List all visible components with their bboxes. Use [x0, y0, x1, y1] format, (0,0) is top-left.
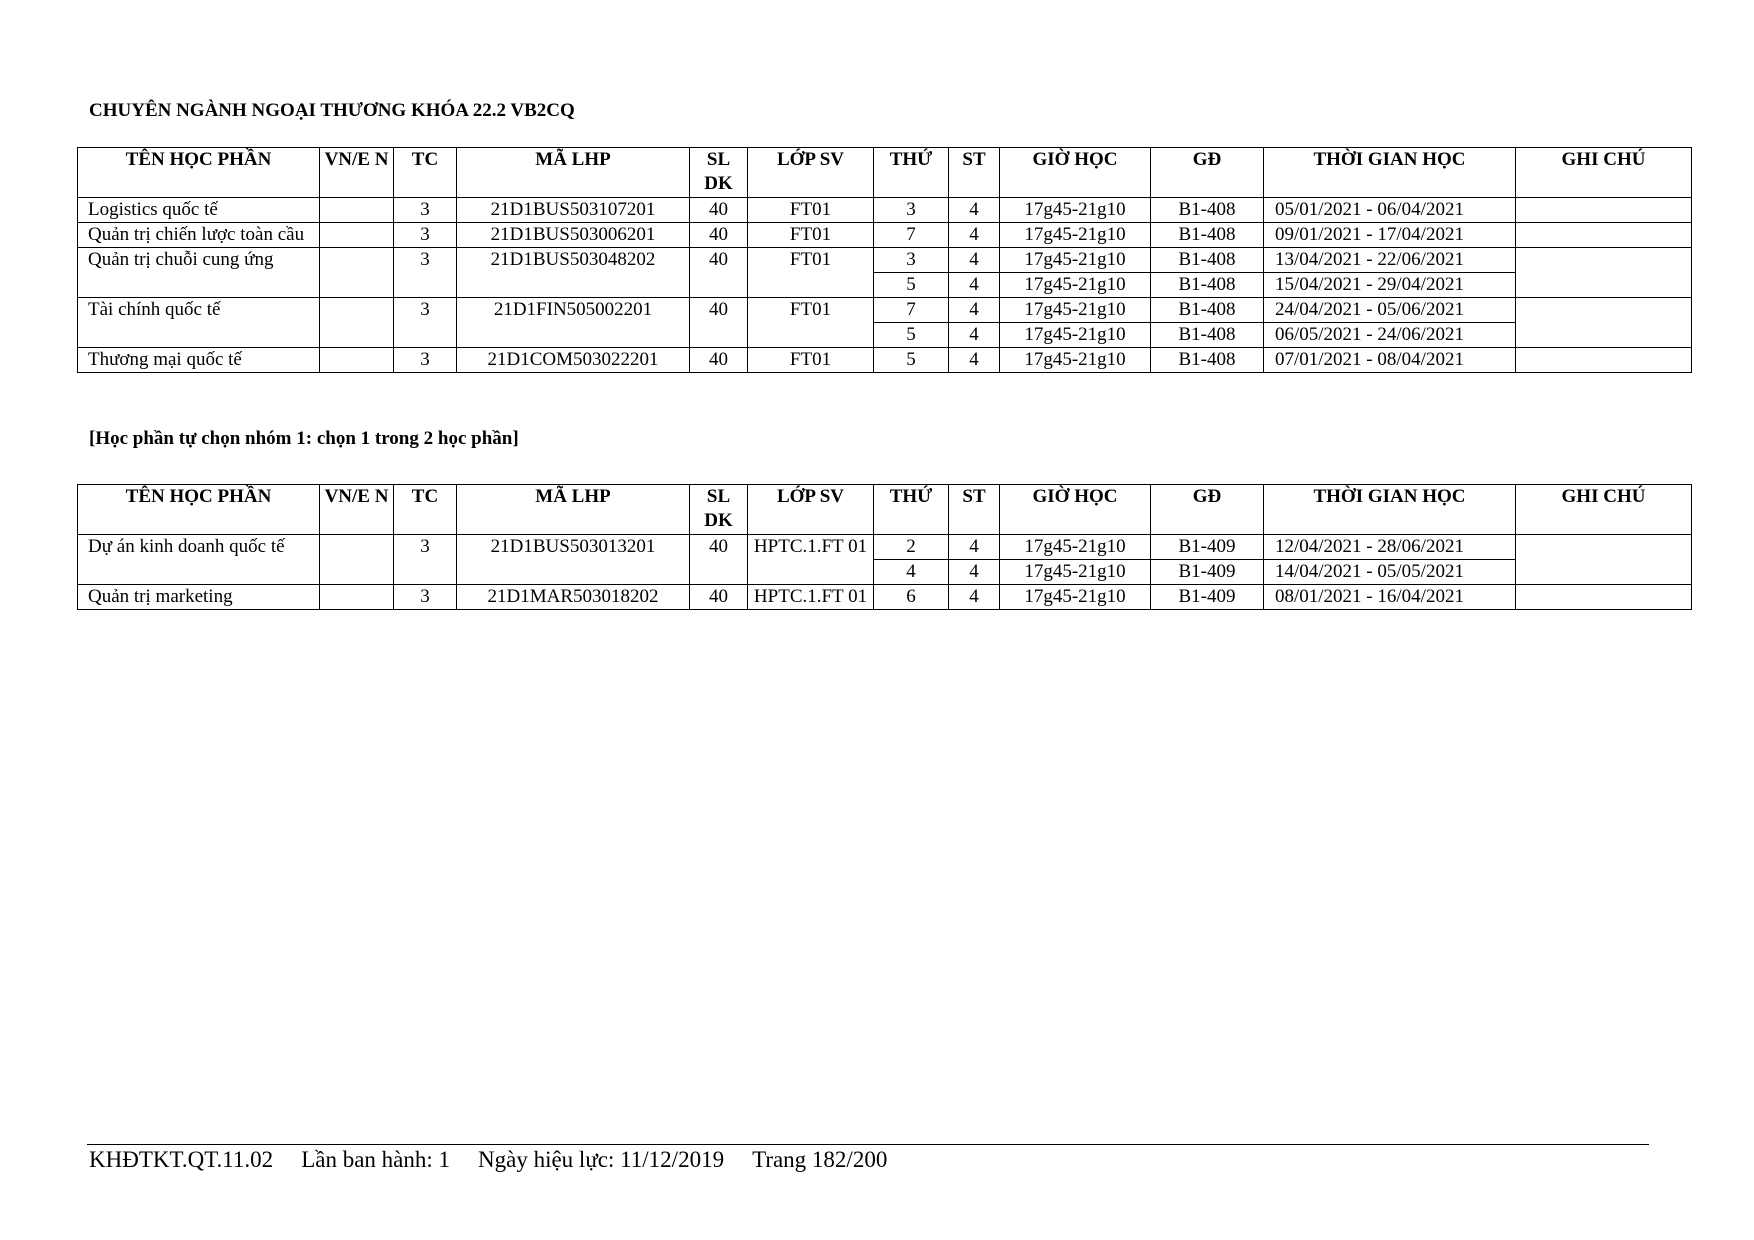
col-header-code: MÃ LHP: [457, 485, 690, 535]
table-row: [78, 535, 1692, 560]
col-header-lang: VN/E N: [320, 485, 394, 535]
hours-cell: 17g45-21g10: [1000, 323, 1151, 348]
course-name-cell: Quản trị chuỗi cung ứng: [78, 248, 320, 298]
weekday-cell: 3: [874, 248, 949, 273]
date-range-cell: 13/04/2021 - 22/06/2021: [1264, 248, 1516, 273]
capacity-cell: 40: [690, 223, 748, 248]
credits-cell: 3: [394, 348, 457, 373]
periods-cell: 4: [949, 560, 1000, 585]
hours-cell: 17g45-21g10: [1000, 560, 1151, 585]
periods-cell: 4: [949, 248, 1000, 273]
student-class-cell: FT01: [748, 248, 874, 298]
hours-cell: 17g45-21g10: [1000, 248, 1151, 273]
date-range-cell: 09/01/2021 - 17/04/2021: [1264, 223, 1516, 248]
room-cell: B1-408: [1151, 223, 1264, 248]
weekday-cell: 7: [874, 298, 949, 323]
weekday-cell: 4: [874, 560, 949, 585]
student-class-cell: HPTC.1.FT 01: [748, 585, 874, 610]
date-range-cell: 08/01/2021 - 16/04/2021: [1264, 585, 1516, 610]
capacity-cell: 40: [690, 248, 748, 298]
student-class-cell: FT01: [748, 198, 874, 223]
note-cell: [1516, 298, 1692, 348]
student-class-cell: FT01: [748, 298, 874, 348]
table-row: [78, 248, 1692, 273]
table-header-row: [78, 485, 1692, 535]
student-class-cell: FT01: [748, 223, 874, 248]
footer-divider: [87, 1144, 1649, 1145]
course-code-cell: 21D1BUS503006201: [457, 223, 690, 248]
weekday-cell: 3: [874, 198, 949, 223]
table-row: [78, 298, 1692, 323]
periods-cell: 4: [949, 535, 1000, 560]
hours-cell: 17g45-21g10: [1000, 348, 1151, 373]
course-name-cell: Quản trị marketing: [78, 585, 320, 610]
periods-cell: 4: [949, 273, 1000, 298]
hours-cell: 17g45-21g10: [1000, 273, 1151, 298]
room-cell: B1-408: [1151, 298, 1264, 323]
capacity-cell: 40: [690, 298, 748, 348]
col-header-period: THỜI GIAN HỌC: [1264, 148, 1516, 198]
col-header-note: GHI CHÚ: [1516, 485, 1692, 535]
lang-cell: [320, 298, 394, 348]
hours-cell: 17g45-21g10: [1000, 223, 1151, 248]
date-range-cell: 14/04/2021 - 05/05/2021: [1264, 560, 1516, 585]
credits-cell: 3: [394, 535, 457, 585]
col-header-tc: TC: [394, 148, 457, 198]
course-code-cell: 21D1FIN505002201: [457, 298, 690, 348]
weekday-cell: 5: [874, 348, 949, 373]
col-header-day: THỨ: [874, 485, 949, 535]
student-class-cell: HPTC.1.FT 01: [748, 535, 874, 585]
footer-doc-code: KHĐTKT.QT.11.02: [89, 1147, 274, 1172]
capacity-cell: 40: [690, 198, 748, 223]
weekday-cell: 5: [874, 273, 949, 298]
credits-cell: 3: [394, 223, 457, 248]
lang-cell: [320, 348, 394, 373]
note-cell: [1516, 585, 1692, 610]
col-header-lang: VN/E N: [320, 148, 394, 198]
date-range-cell: 06/05/2021 - 24/06/2021: [1264, 323, 1516, 348]
periods-cell: 4: [949, 198, 1000, 223]
course-code-cell: 21D1MAR503018202: [457, 585, 690, 610]
periods-cell: 4: [949, 348, 1000, 373]
room-cell: B1-409: [1151, 535, 1264, 560]
date-range-cell: 07/01/2021 - 08/04/2021: [1264, 348, 1516, 373]
col-header-name: TÊN HỌC PHẦN: [78, 485, 320, 535]
lang-cell: [320, 248, 394, 298]
capacity-cell: 40: [690, 585, 748, 610]
date-range-cell: 05/01/2021 - 06/04/2021: [1264, 198, 1516, 223]
periods-cell: 4: [949, 298, 1000, 323]
course-name-cell: Thương mại quốc tế: [78, 348, 320, 373]
course-name-cell: Quản trị chiến lược toàn cầu: [78, 223, 320, 248]
footer-effective-date: Ngày hiệu lực: 11/12/2019: [478, 1147, 725, 1172]
weekday-cell: 2: [874, 535, 949, 560]
page-footer: [89, 1146, 915, 1174]
periods-cell: 4: [949, 585, 1000, 610]
course-code-cell: 21D1BUS503107201: [457, 198, 690, 223]
col-header-code: MÃ LHP: [457, 148, 690, 198]
elective-table: [77, 484, 1692, 610]
schedule-table: [77, 147, 1692, 373]
col-header-room: GĐ: [1151, 148, 1264, 198]
date-range-cell: 24/04/2021 - 05/06/2021: [1264, 298, 1516, 323]
weekday-cell: 6: [874, 585, 949, 610]
hours-cell: 17g45-21g10: [1000, 585, 1151, 610]
lang-cell: [320, 535, 394, 585]
hours-cell: 17g45-21g10: [1000, 535, 1151, 560]
student-class-cell: FT01: [748, 348, 874, 373]
course-name-cell: Tài chính quốc tế: [78, 298, 320, 348]
note-cell: [1516, 198, 1692, 223]
table-row: [78, 585, 1692, 610]
col-header-sl: SL DK: [690, 148, 748, 198]
room-cell: B1-408: [1151, 273, 1264, 298]
note-cell: [1516, 223, 1692, 248]
room-cell: B1-409: [1151, 585, 1264, 610]
col-header-tc: TC: [394, 485, 457, 535]
table-row: [78, 223, 1692, 248]
room-cell: B1-408: [1151, 348, 1264, 373]
date-range-cell: 15/04/2021 - 29/04/2021: [1264, 273, 1516, 298]
col-header-sl: SL DK: [690, 485, 748, 535]
col-header-hours: GIỜ HỌC: [1000, 485, 1151, 535]
note-cell: [1516, 348, 1692, 373]
table-body: [78, 535, 1692, 610]
table-header-row: [78, 148, 1692, 198]
room-cell: B1-408: [1151, 248, 1264, 273]
col-header-note: GHI CHÚ: [1516, 148, 1692, 198]
credits-cell: 3: [394, 248, 457, 298]
section-title: CHUYÊN NGÀNH NGOẠI THƯƠNG KHÓA 22.2 VB2CQ: [89, 100, 575, 121]
note-cell: [1516, 535, 1692, 585]
table-row: [78, 348, 1692, 373]
date-range-cell: 12/04/2021 - 28/06/2021: [1264, 535, 1516, 560]
col-header-name: TÊN HỌC PHẦN: [78, 148, 320, 198]
section-subtitle: [Học phần tự chọn nhóm 1: chọn 1 trong 2 học phần]: [89, 428, 519, 449]
capacity-cell: 40: [690, 535, 748, 585]
weekday-cell: 5: [874, 323, 949, 348]
weekday-cell: 7: [874, 223, 949, 248]
course-code-cell: 21D1BUS503048202: [457, 248, 690, 298]
col-header-room: GĐ: [1151, 485, 1264, 535]
table-body: [78, 198, 1692, 373]
col-header-class: LỚP SV: [748, 148, 874, 198]
course-name-cell: Dự án kinh doanh quốc tế: [78, 535, 320, 585]
room-cell: B1-408: [1151, 323, 1264, 348]
periods-cell: 4: [949, 223, 1000, 248]
credits-cell: 3: [394, 585, 457, 610]
col-header-day: THỨ: [874, 148, 949, 198]
hours-cell: 17g45-21g10: [1000, 298, 1151, 323]
lang-cell: [320, 198, 394, 223]
hours-cell: 17g45-21g10: [1000, 198, 1151, 223]
col-header-st: ST: [949, 485, 1000, 535]
course-code-cell: 21D1COM503022201: [457, 348, 690, 373]
lang-cell: [320, 585, 394, 610]
table-row: [78, 198, 1692, 223]
footer-issue: Lần ban hành: 1: [301, 1147, 451, 1172]
footer-page-number: Trang 182/200: [752, 1147, 888, 1172]
room-cell: B1-409: [1151, 560, 1264, 585]
periods-cell: 4: [949, 323, 1000, 348]
course-name-cell: Logistics quốc tế: [78, 198, 320, 223]
credits-cell: 3: [394, 298, 457, 348]
room-cell: B1-408: [1151, 198, 1264, 223]
note-cell: [1516, 248, 1692, 298]
capacity-cell: 40: [690, 348, 748, 373]
col-header-class: LỚP SV: [748, 485, 874, 535]
course-code-cell: 21D1BUS503013201: [457, 535, 690, 585]
col-header-st: ST: [949, 148, 1000, 198]
credits-cell: 3: [394, 198, 457, 223]
lang-cell: [320, 223, 394, 248]
col-header-period: THỜI GIAN HỌC: [1264, 485, 1516, 535]
col-header-hours: GIỜ HỌC: [1000, 148, 1151, 198]
